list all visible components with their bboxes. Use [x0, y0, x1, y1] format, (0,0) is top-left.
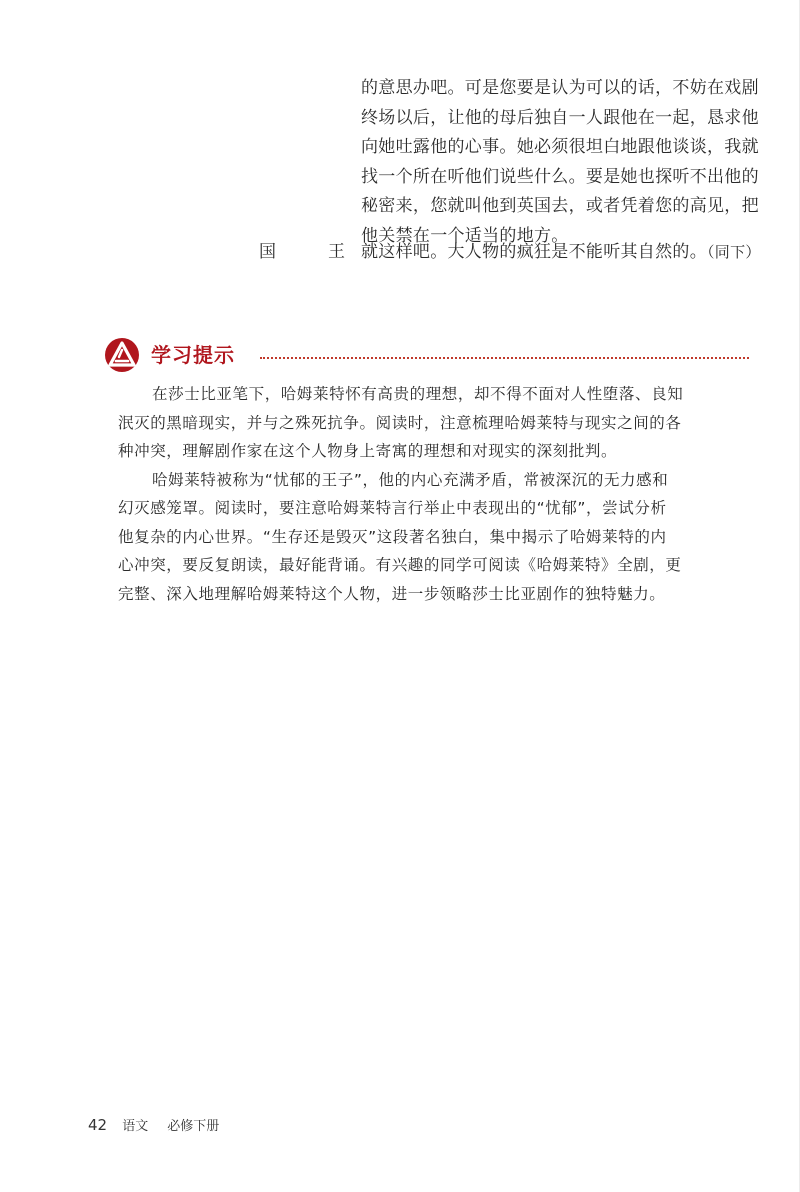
speaker-name: 国王: [259, 242, 397, 262]
tips-line: 他复杂的内心世界。“生存还是毁灭”这段著名独白，集中揭示了哈姆莱特的内: [118, 527, 667, 546]
dialogue-line: 他关禁在一个适当的地方。: [361, 225, 569, 246]
dialogue-line: 终场以后，让他的母后独自一人跟他在一起，恳求他: [361, 107, 759, 128]
tips-line: 完整、深入地理解哈姆莱特这个人物，进一步领略莎士比亚剧作的独特魅力。: [118, 584, 666, 603]
dialogue-line: 找一个所在听他们说些什么。要是她也探听不出他的: [361, 166, 759, 187]
page-footer: [88, 1115, 219, 1137]
tips-line: 幻灭感笼罩。阅读时，要注意哈姆莱特言行举止中表现出的“忧郁”，尝试分析: [118, 499, 667, 517]
study-tips-body: [118, 380, 730, 608]
tips-line: 在莎士比亚笔下，哈姆莱特怀有高贵的理想，却不得不面对人性堕落、良知: [152, 385, 684, 403]
volume-title: 必修下册: [167, 1119, 220, 1134]
study-tips-emblem-icon: [104, 337, 140, 373]
dotted-divider: [260, 357, 749, 359]
section-heading: [104, 337, 749, 375]
tips-line: 哈姆莱特被称为“忧郁的王子”，他的内心充满矛盾，常被深沉的无力感和: [152, 470, 669, 489]
speech-body: 就这样吧。大人物的疯狂是不能听其自然的。: [361, 242, 707, 262]
stage-direction: （同下）: [707, 243, 761, 261]
section-title: 学习提示: [151, 343, 235, 367]
speaker-line: [259, 237, 779, 267]
book-title: 语文: [122, 1119, 149, 1134]
dialogue-line: 的意思办吧。可是您要是认为可以的话，不妨在戏剧: [361, 78, 759, 98]
speech-text: [361, 237, 761, 267]
tips-line: 泯灭的黑暗现实，并与之殊死抗争。阅读时，注意梳理哈姆莱特与现实之间的各: [118, 413, 682, 432]
tips-line: 心冲突，要反复朗读，最好能背诵。有兴趣的同学可阅读《哈姆莱特》全剧，更: [118, 556, 682, 574]
play-dialogue: [361, 74, 761, 251]
page-number: 42: [88, 1116, 108, 1134]
dialogue-line: 向她吐露他的心事。她必须很坦白地跟他谈谈，我就: [361, 137, 759, 157]
tips-line: 种冲突，理解剧作家在这个人物身上寄寓的理想和对现实的深刻批判。: [118, 442, 618, 460]
dialogue-line: 秘密来，您就叫他到英国去，或者凭着您的高见，把: [361, 196, 759, 216]
